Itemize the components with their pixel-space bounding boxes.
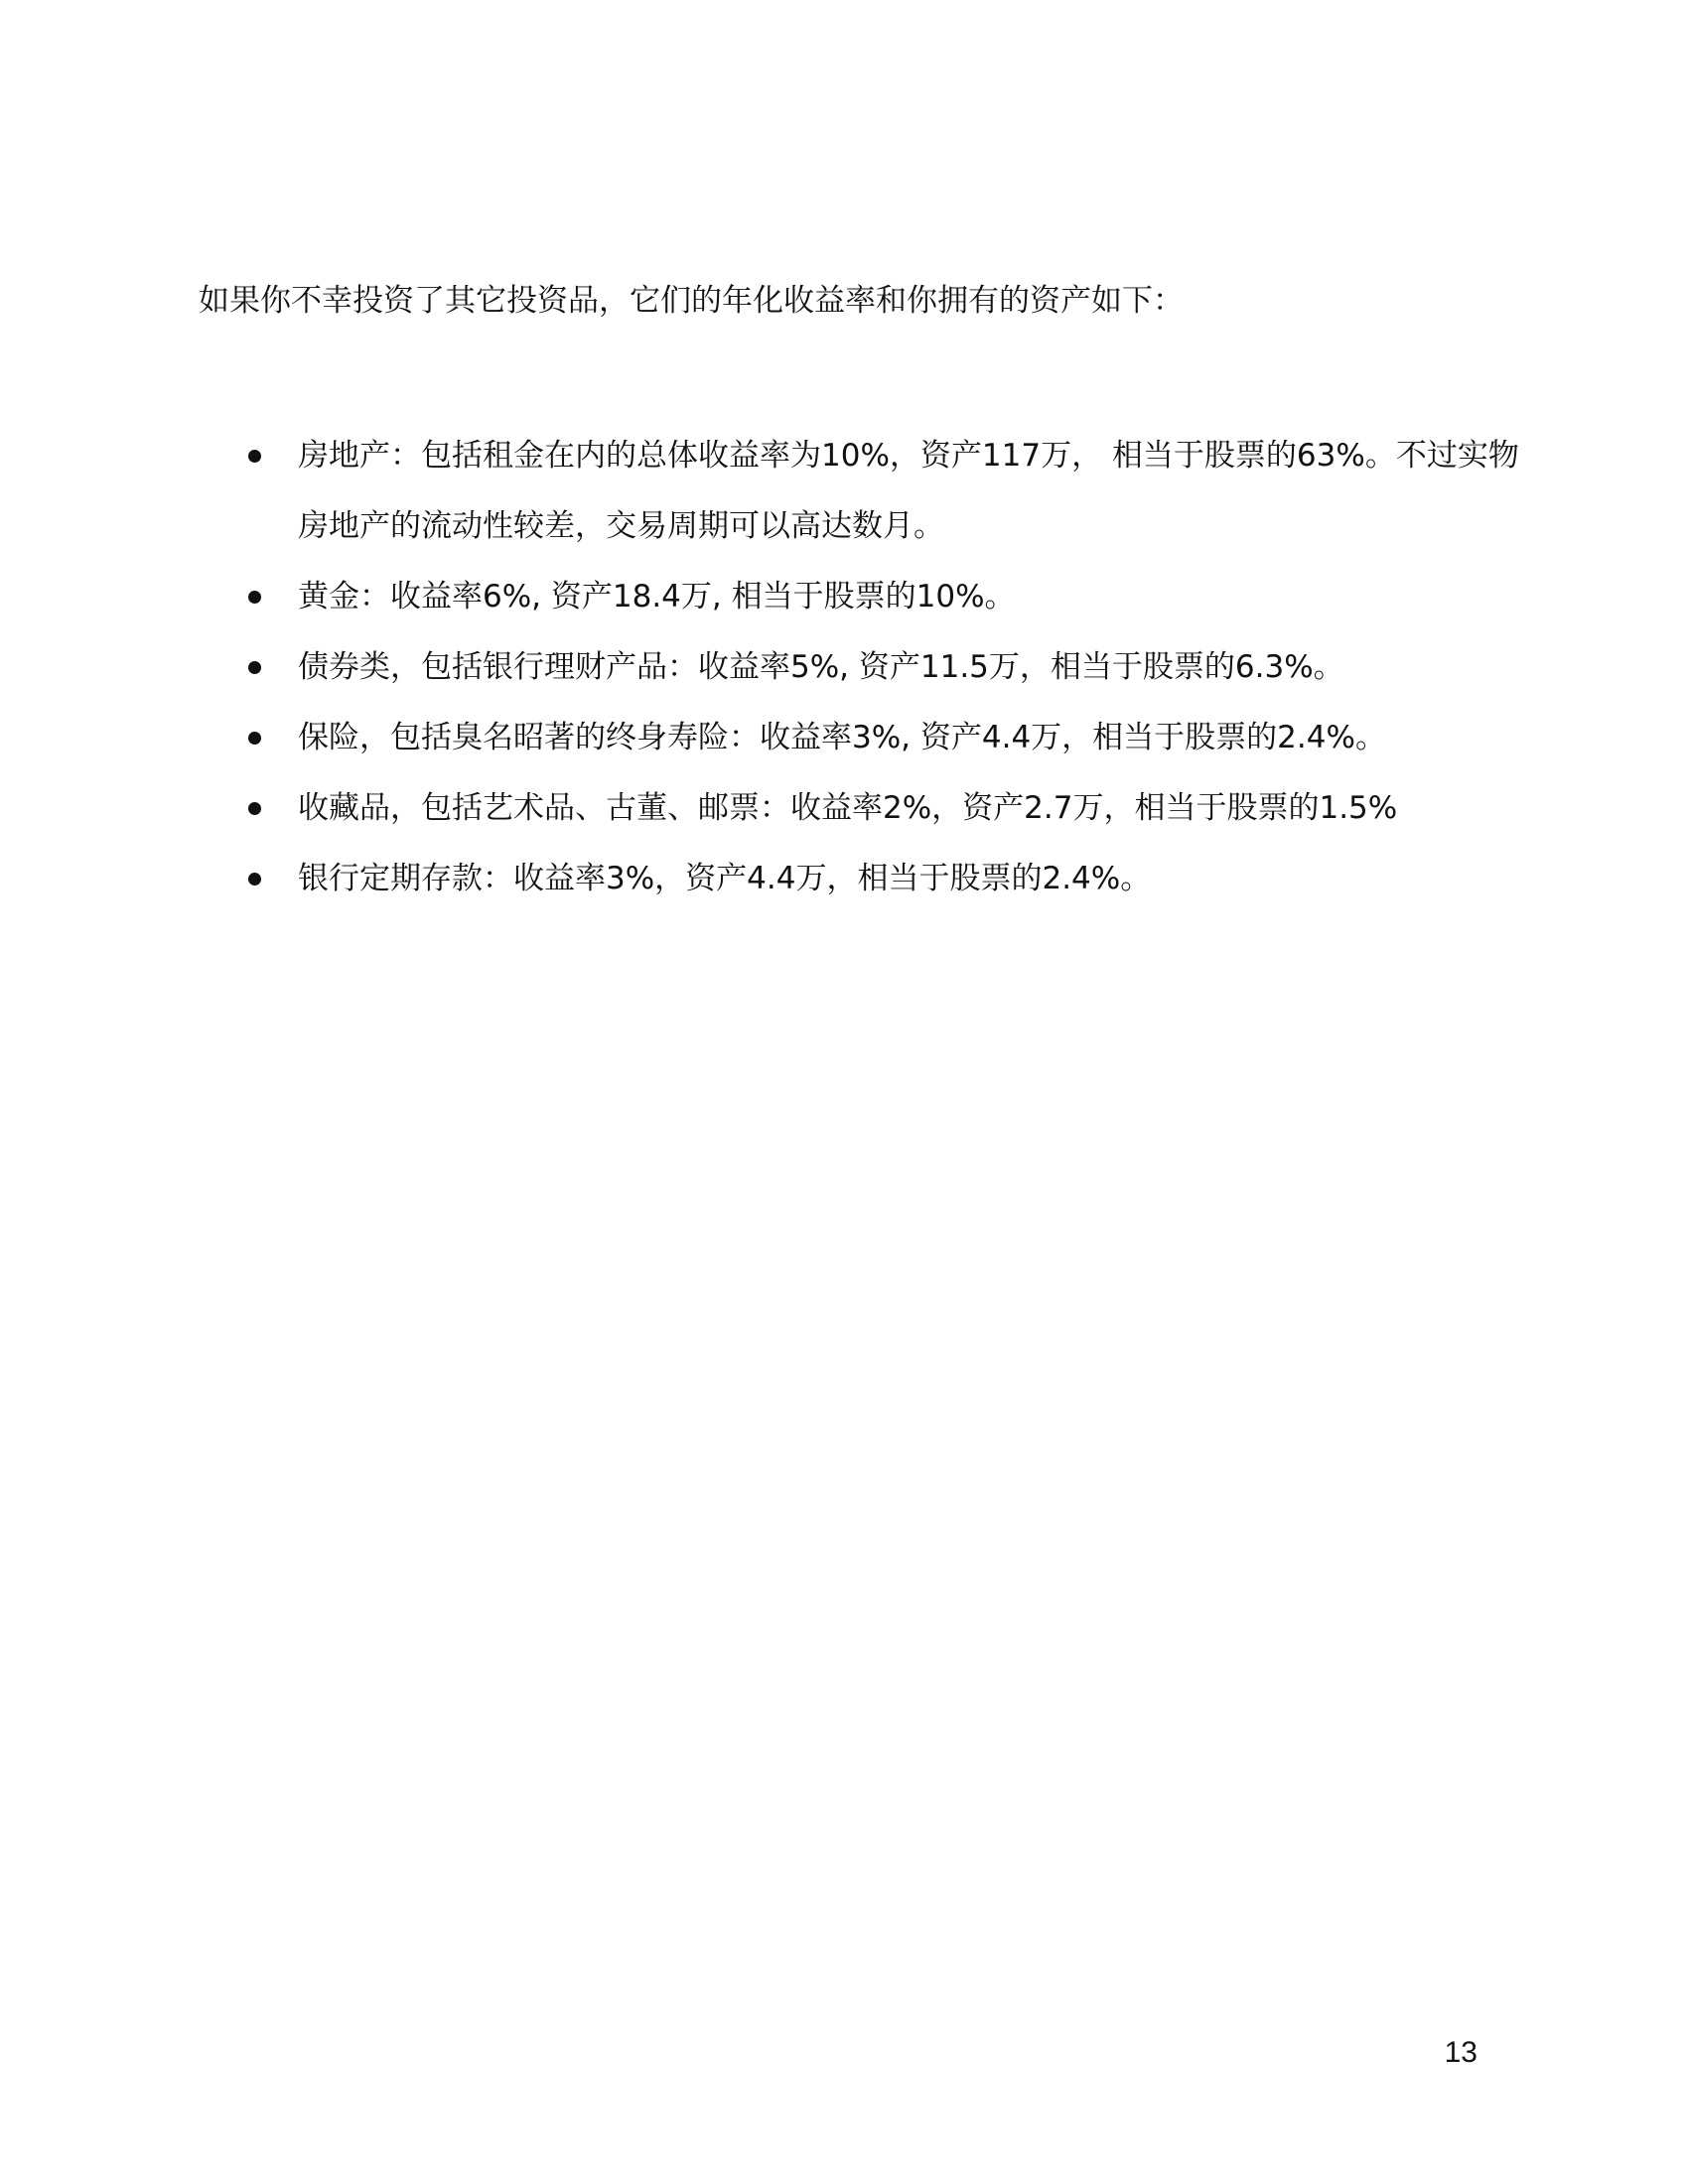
list-item-text: 黄金：收益率6%, 资产18.4万, 相当于股票的10%。 [298,579,1016,614]
bullet-icon [248,802,261,815]
list-item-text: 保险，包括臭名昭著的终身寿险：收益率3%, 资产4.4万，相当于股票的2.4%。 [298,720,1386,755]
bullet-icon [248,661,261,674]
list-item-real-estate [248,421,1519,562]
bullet-icon [248,873,261,886]
list-item-collectibles [248,773,1519,844]
intro-paragraph: 如果你不幸投资了其它投资品，它们的年化收益率和你拥有的资产如下： [199,283,1184,319]
list-item-bonds [248,632,1519,703]
list-item-gold [248,562,1519,632]
list-item-text: 银行定期存款：收益率3%，资产4.4万，相当于股票的2.4%。 [298,861,1152,896]
list-item-bank-deposit [248,844,1519,914]
page-number: 13 [1444,2036,1477,2069]
bullet-icon [248,591,261,604]
list-item-insurance [248,703,1519,773]
bullet-icon [248,450,261,463]
bullet-icon [248,732,261,745]
list-item-text: 收藏品，包括艺术品、古董、邮票：收益率2%，资产2.7万，相当于股票的1.5% [298,790,1398,826]
asset-list [248,421,1519,914]
list-item-text: 房地产：包括租金在内的总体收益率为10%，资产117万， 相当于股票的63%。不过实物房地产的流动性较差，交易周期可以高达数月。 [298,438,1519,544]
list-item-text: 债券类，包括银行理财产品：收益率5%, 资产11.5万，相当于股票的6.3%。 [298,649,1344,685]
